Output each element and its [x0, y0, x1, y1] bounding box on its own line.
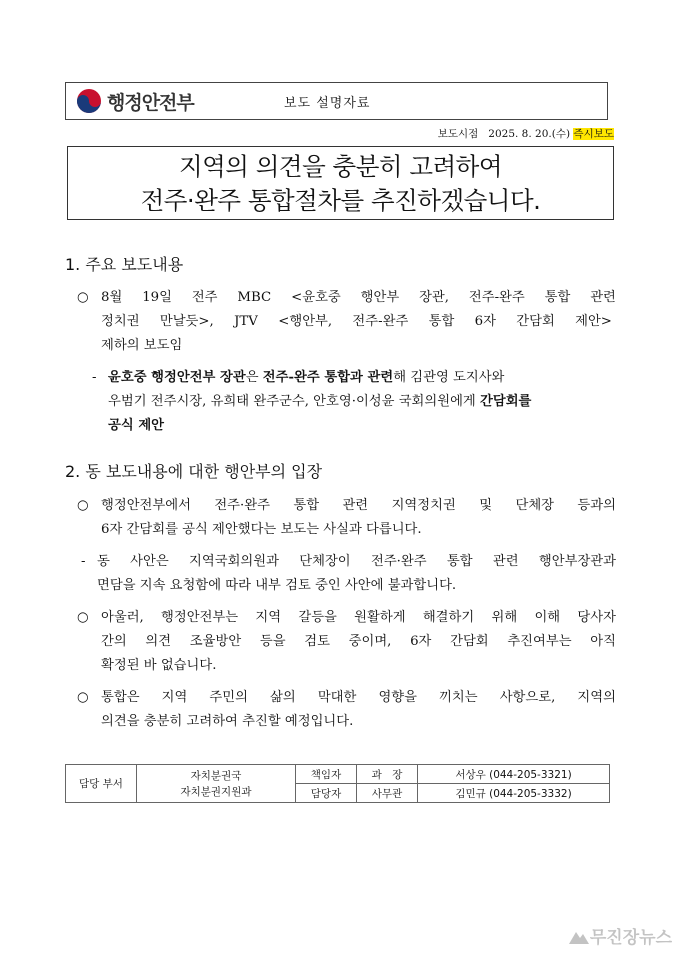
title-line-1: 지역의 의견을 충분히 고려하여: [178, 152, 503, 181]
word: 위해: [491, 610, 518, 625]
text-line: 확정된 바 없습니다.: [101, 658, 217, 673]
word: 지역: [255, 610, 282, 625]
role-cell: 책임자: [296, 765, 357, 784]
text-line: [108, 390, 616, 414]
word: 6자: [410, 634, 432, 649]
word: 지역국회의원과: [189, 554, 279, 569]
word: 단체장: [515, 498, 555, 513]
text-line: 6자 간담회를 공식 제안했다는 보도는 사실과 다릅니다.: [101, 522, 422, 537]
word: 끼치는: [439, 690, 478, 705]
text-line: [101, 286, 616, 310]
title-box: [67, 146, 614, 220]
circle-bullet-icon: ○: [77, 290, 89, 305]
word: 간의: [101, 634, 127, 649]
section-1-paragraph-1: [77, 286, 616, 358]
text-line: [101, 630, 616, 654]
release-info: [438, 126, 614, 141]
section-2-paragraph-1: [77, 494, 616, 542]
watermark: [568, 923, 672, 948]
person-cell: 김민규 (044-205-3332): [418, 784, 610, 803]
word: 통합은: [101, 690, 140, 705]
ministry-name: 행정안전부: [107, 91, 194, 114]
text-line: 제하의 보도임: [101, 338, 183, 353]
word: 등과의: [577, 498, 616, 513]
word: <윤호중: [291, 290, 341, 305]
word: 추진여부는: [507, 634, 572, 649]
release-timing-highlight: 즉시보도: [573, 128, 614, 140]
ministry-logo: [76, 86, 194, 116]
word: 단체장이: [299, 554, 351, 569]
text-line: 면담을 지속 요청함에 따라 내부 검토 중인 사안에 불과합니다.: [97, 578, 457, 593]
word: 관련: [492, 554, 519, 569]
text-line: [101, 606, 616, 630]
word: 장관,: [419, 290, 449, 305]
contact-table: [65, 764, 610, 803]
dash-bullet: -: [92, 370, 97, 385]
division-name: 자치분권지원과: [180, 785, 252, 798]
word: 갈등을: [298, 610, 337, 625]
word: 주민의: [209, 690, 248, 705]
bureau-name: 자치분권국: [190, 769, 242, 782]
word: 지역: [161, 690, 188, 705]
word: 중이며,: [348, 634, 392, 649]
taegeuk-emblem-icon: [76, 88, 102, 114]
text-line: [101, 310, 612, 334]
watermark-text: 무진장뉴스: [589, 928, 672, 948]
word: 통합: [544, 290, 571, 305]
position-cell: 과 장: [357, 765, 418, 784]
text-line: [97, 550, 616, 574]
text-run: 우범기 전주시장, 유희태 완주군수, 안호영·이성윤 국회의원에게: [108, 394, 481, 409]
bold-text: 간담회를: [480, 394, 532, 409]
section-1-paragraph-2: [92, 366, 616, 438]
person-cell: 서상우 (044-205-3321): [418, 765, 610, 784]
word: 8월: [101, 290, 123, 305]
word: 지역정치권: [391, 498, 456, 513]
dash-bullet: -: [81, 554, 86, 569]
word: <행안부,: [278, 314, 333, 329]
text-line: [108, 414, 616, 438]
table-row: [66, 765, 610, 784]
bold-text: 전주-완주 통합과 관련: [262, 370, 394, 385]
word: 지역의: [577, 690, 616, 705]
dept-name-cell: [137, 765, 296, 803]
word: 및: [479, 498, 493, 513]
word: 조율방안: [189, 634, 242, 649]
word: JTV: [234, 314, 258, 329]
bold-text: 윤호중 행정안전부 장관: [108, 370, 246, 385]
word: 간담회: [516, 314, 555, 329]
word: 해결하기: [422, 610, 475, 625]
word: 의견: [145, 634, 172, 649]
word: 막대한: [317, 690, 357, 705]
word: 아울러,: [101, 610, 144, 625]
word: 동: [97, 554, 110, 569]
word: 당사자: [577, 610, 616, 625]
word: 행정안전부는: [161, 610, 239, 625]
word: 삶의: [270, 690, 296, 705]
word: 통합: [446, 554, 473, 569]
section-2-paragraph-4: [77, 686, 616, 734]
word: 전주-완주: [352, 314, 409, 329]
circle-bullet-icon: ○: [77, 498, 89, 513]
word: 행안부: [360, 290, 400, 305]
word: 검토: [304, 634, 330, 649]
word: 19일: [142, 290, 172, 305]
word: 이해: [534, 610, 561, 625]
release-label: 보도시점: [437, 128, 479, 140]
word: 제안>: [575, 314, 612, 329]
document-type: 보도 설명자료: [284, 96, 371, 111]
word: 사안은: [130, 554, 169, 569]
position-cell: 사무관: [357, 784, 418, 803]
dept-label-cell: 담당 부서: [66, 765, 137, 803]
section-2-paragraph-2: [81, 550, 616, 598]
release-date: 2025. 8. 20.(수): [488, 128, 571, 140]
bold-text: 공식 제안: [108, 418, 165, 433]
text-line: [101, 686, 616, 710]
word: 만날듯>,: [159, 314, 214, 329]
text-line: 의견을 충분히 고려하여 추진할 예정입니다.: [101, 714, 354, 729]
word: 전주: [191, 290, 218, 305]
word: 아직: [590, 634, 616, 649]
word: 6자: [474, 314, 496, 329]
circle-bullet-icon: ○: [77, 610, 89, 625]
text-line: [108, 366, 616, 390]
section-2-heading: 2. 동 보도내용에 대한 행안부의 입장: [65, 462, 323, 481]
title-line-2: 전주·완주 통합절차를 추진하겠습니다.: [140, 186, 541, 215]
section-2-paragraph-3: [77, 606, 616, 678]
mountain-icon: [568, 927, 590, 945]
word: 영향을: [378, 690, 417, 705]
word: 관련: [590, 290, 616, 305]
circle-bullet-icon: ○: [77, 690, 89, 705]
word: 관련: [342, 498, 369, 513]
word: 행안부장관과: [538, 554, 616, 569]
text-line: [101, 494, 616, 518]
text-run: 해 김관영 도지사와: [393, 370, 505, 385]
word: 간담회: [450, 634, 489, 649]
word: 행정안전부에서: [101, 498, 191, 513]
word: 사항으로,: [499, 690, 556, 705]
word: 통합: [428, 314, 455, 329]
header-box: [65, 82, 608, 120]
section-1-heading: 1. 주요 보도내용: [65, 255, 184, 274]
word: 원활하게: [354, 610, 406, 625]
word: 전주·완주: [214, 498, 270, 513]
word: 등을: [259, 634, 286, 649]
word: 전주·완주: [370, 554, 427, 569]
word: 전주-완주: [468, 290, 525, 305]
word: 통합: [293, 498, 320, 513]
role-cell: 담당자: [296, 784, 357, 803]
word: MBC: [237, 290, 272, 305]
text-run: 은: [245, 370, 263, 385]
word: 정치권: [101, 314, 140, 329]
